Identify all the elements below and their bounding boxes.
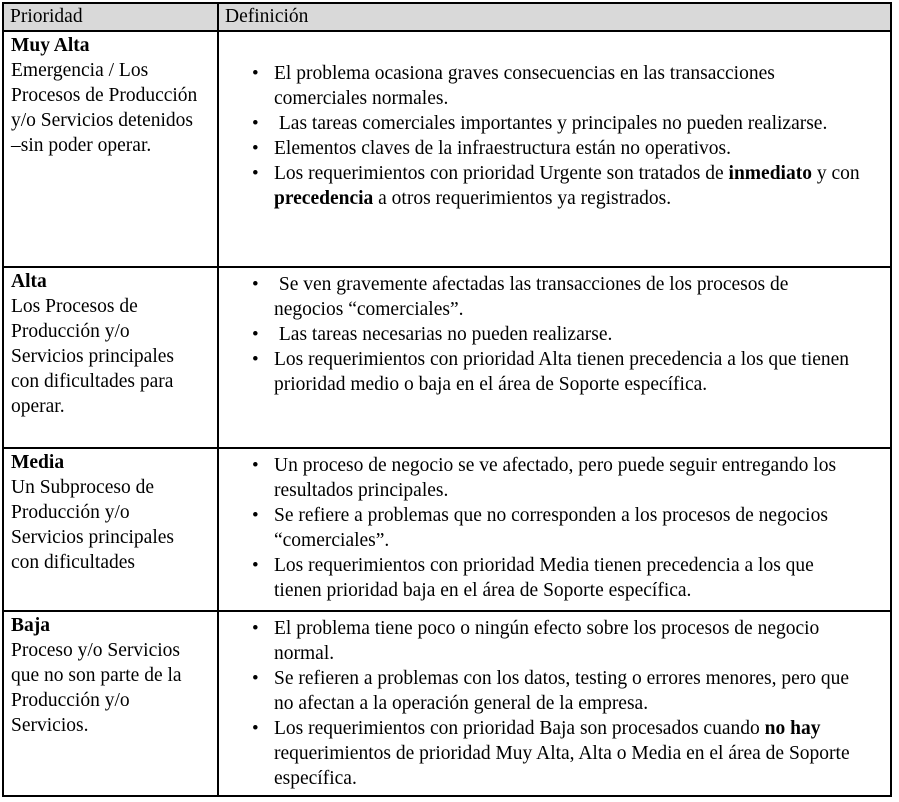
bullet-item: [219, 272, 882, 322]
priority-cell: [3, 31, 218, 267]
bullet-text: [274, 503, 862, 553]
priority-subtitle: Proceso y/o Servicios que no son parte de la Producción y/o Servicios.: [11, 640, 182, 736]
bold-text: precedencia: [274, 188, 374, 209]
priority-definition-table: [2, 2, 892, 797]
bullet-item: [219, 503, 882, 553]
priority-subtitle: Los Procesos de Producción y/o Servicios principales con dificultades para operar.: [11, 296, 174, 417]
table-row: [3, 31, 891, 267]
bullet-text: [274, 553, 862, 603]
bullet-item: [219, 347, 882, 397]
bullet-marker: •: [252, 505, 259, 526]
table-header: [3, 3, 891, 31]
header-cell-prioridad: Prioridad: [3, 3, 218, 31]
text-segment: Se ven gravemente afectadas las transacciones de los procesos de negocios “comerciales”.: [274, 274, 794, 320]
bullet-text: [274, 272, 862, 322]
bullet-marker: •: [252, 349, 259, 370]
bullet-text: [274, 666, 862, 716]
text-segment: Elementos claves de la infraestructura están no operativos.: [274, 138, 731, 159]
bullet-marker: •: [252, 163, 259, 184]
text-segment: Las tareas comerciales importantes y principales no pueden realizarse.: [274, 113, 828, 134]
blank-line: [219, 36, 882, 61]
bullet-text: [274, 111, 862, 136]
bullet-marker: •: [252, 668, 259, 689]
bullet-item: [219, 136, 882, 161]
bullet-marker: •: [252, 555, 259, 576]
bullet-text: [274, 453, 862, 503]
priority-title: Muy Alta: [11, 35, 90, 56]
text-segment: El problema ocasiona graves consecuencias en las transacciones comerciales normales.: [274, 63, 780, 109]
bullet-marker: •: [252, 618, 259, 639]
priority-title: Media: [11, 452, 65, 473]
table-row: [3, 267, 891, 448]
bullet-text: [274, 322, 862, 347]
bullet-marker: •: [252, 455, 259, 476]
header-cell-definicion: Definición: [218, 3, 891, 31]
definition-cell: [218, 31, 891, 267]
priority-cell: [3, 267, 218, 448]
bullet-item: [219, 553, 882, 603]
text-segment: y con: [811, 163, 865, 184]
bullet-item: [219, 61, 882, 111]
text-segment: Los requerimientos con prioridad Alta tienen precedencia a los que tienen prioridad medio o baja en el área de Soporte específica.: [274, 349, 854, 395]
definition-cell: [218, 267, 891, 448]
text-segment: El problema tiene poco o ningún efecto sobre los procesos de negocio normal.: [274, 618, 825, 664]
text-segment: Un proceso de negocio se ve afectado, pero puede seguir entregando los resultados principales.: [274, 455, 841, 501]
text-segment: Se refiere a problemas que no corresponden a los procesos de negocios “comerciales”.: [274, 505, 833, 551]
bullet-item: [219, 716, 882, 791]
bullet-item: [219, 161, 882, 211]
bullet-item: [219, 322, 882, 347]
text-segment: a otros requerimientos ya registrados.: [373, 188, 672, 209]
bullet-text: [274, 716, 862, 791]
bullet-marker: •: [252, 138, 259, 159]
bullet-text: [274, 347, 862, 397]
priority-cell: [3, 611, 218, 796]
text-segment: Los requerimientos con prioridad Baja son procesados cuando: [274, 718, 765, 739]
definition-cell: [218, 448, 891, 611]
text-segment: Los requerimientos con prioridad Media tienen precedencia a los que tienen prioridad baja en el área de Soporte específica.: [274, 555, 819, 601]
bullet-item: [219, 111, 882, 136]
bullet-item: [219, 616, 882, 666]
priority-subtitle: Emergencia / Los Procesos de Producción y/o Servicios detenidos –sin poder operar.: [11, 60, 198, 156]
priority-cell: [3, 448, 218, 611]
bullet-text: [274, 616, 862, 666]
text-segment: Los requerimientos con prioridad Urgente son tratados de: [274, 163, 729, 184]
bullet-item: [219, 666, 882, 716]
table-body: [3, 31, 891, 796]
text-segment: requerimientos de prioridad Muy Alta, Alta o Media en el área de Soporte específica.: [274, 718, 855, 789]
bold-text: no hay: [764, 718, 821, 739]
bullet-marker: •: [252, 63, 259, 84]
text-segment: Las tareas necesarias no pueden realizarse.: [274, 324, 613, 345]
bullet-marker: •: [252, 324, 259, 345]
bullet-text: [274, 136, 862, 161]
bold-text: inmediato: [728, 163, 812, 184]
bullet-marker: •: [252, 718, 259, 739]
bullet-text: [274, 161, 865, 211]
bullet-text: [274, 61, 862, 111]
bullet-marker: •: [252, 113, 259, 134]
bullet-item: [219, 453, 882, 503]
table-row: [3, 448, 891, 611]
text-segment: Se refieren a problemas con los datos, testing o errores menores, pero que no afectan a la operación general de la empresa.: [274, 668, 854, 714]
priority-title: Baja: [11, 615, 50, 636]
priority-title: Alta: [11, 271, 47, 292]
table-row: [3, 611, 891, 796]
definition-cell: [218, 611, 891, 796]
bullet-marker: •: [252, 274, 259, 295]
priority-subtitle: Un Subproceso de Producción y/o Servicios principales con dificultades: [11, 477, 174, 573]
header-row: [3, 3, 891, 31]
